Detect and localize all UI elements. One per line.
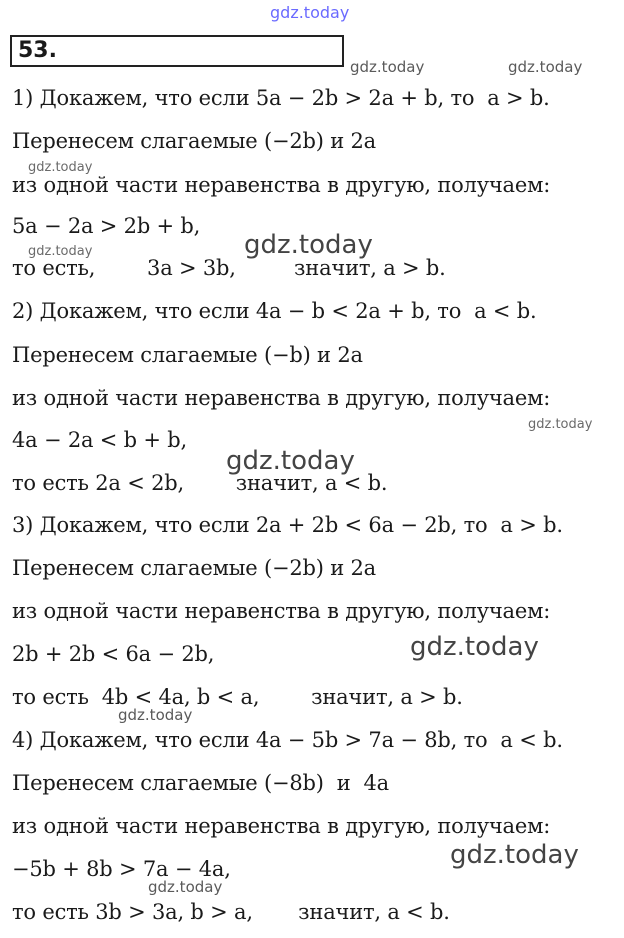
- watermark: gdz.today: [28, 160, 93, 175]
- watermark-top: gdz.today: [270, 3, 350, 22]
- text-line-7: Перенесем слагаемые (−b) и 2a: [12, 343, 363, 367]
- watermark: gdz.today: [148, 878, 223, 896]
- text-line-10: то есть 2a < 2b, значит, a < b.: [12, 471, 388, 495]
- text-line-16: 4) Докажем, что если 4a − 5b > 7a − 8b, то a < b.: [12, 728, 563, 752]
- watermark: gdz.today: [528, 417, 593, 432]
- text-line-1: 1) Докажем, что если 5a − 2b > 2a + b, то a > b.: [12, 86, 550, 110]
- watermark: gdz.today: [28, 244, 93, 259]
- text-line-15: то есть 4b < 4a, b < a, значит, a > b.: [12, 685, 463, 709]
- text-line-14: 2b + 2b < 6a − 2b,: [12, 642, 215, 666]
- text-line-13: из одной части неравенства в другую, получаем:: [12, 599, 551, 623]
- watermark: gdz.today: [350, 58, 425, 76]
- problem-number: 53.: [18, 38, 57, 63]
- text-line-18: из одной части неравенства в другую, получаем:: [12, 814, 551, 838]
- watermark: gdz.today: [450, 840, 579, 870]
- text-line-17: Перенесем слагаемые (−8b) и 4a: [12, 771, 389, 795]
- text-line-9: 4a − 2a < b + b,: [12, 428, 187, 452]
- text-line-6: 2) Докажем, что если 4a − b < 2a + b, то a < b.: [12, 299, 537, 323]
- text-line-20: то есть 3b > 3a, b > a, значит, a < b.: [12, 900, 450, 924]
- text-line-8: из одной части неравенства в другую, получаем:: [12, 386, 551, 410]
- problem-number-box: [10, 35, 344, 67]
- text-line-12: Перенесем слагаемые (−2b) и 2a: [12, 556, 376, 580]
- watermark: gdz.today: [508, 58, 583, 76]
- text-line-11: 3) Докажем, что если 2a + 2b < 6a − 2b, то a > b.: [12, 513, 563, 537]
- watermark: gdz.today: [118, 706, 193, 724]
- text-line-4: 5a − 2a > 2b + b,: [12, 214, 201, 238]
- text-line-2: Перенесем слагаемые (−2b) и 2a: [12, 129, 376, 153]
- watermark: gdz.today: [244, 230, 373, 260]
- text-line-5: то есть, 3a > 3b, значит, a > b.: [12, 256, 446, 280]
- text-line-19: −5b + 8b > 7a − 4a,: [12, 857, 231, 881]
- watermark: gdz.today: [226, 446, 355, 476]
- text-line-3: из одной части неравенства в другую, получаем:: [12, 173, 551, 197]
- watermark: gdz.today: [410, 632, 539, 662]
